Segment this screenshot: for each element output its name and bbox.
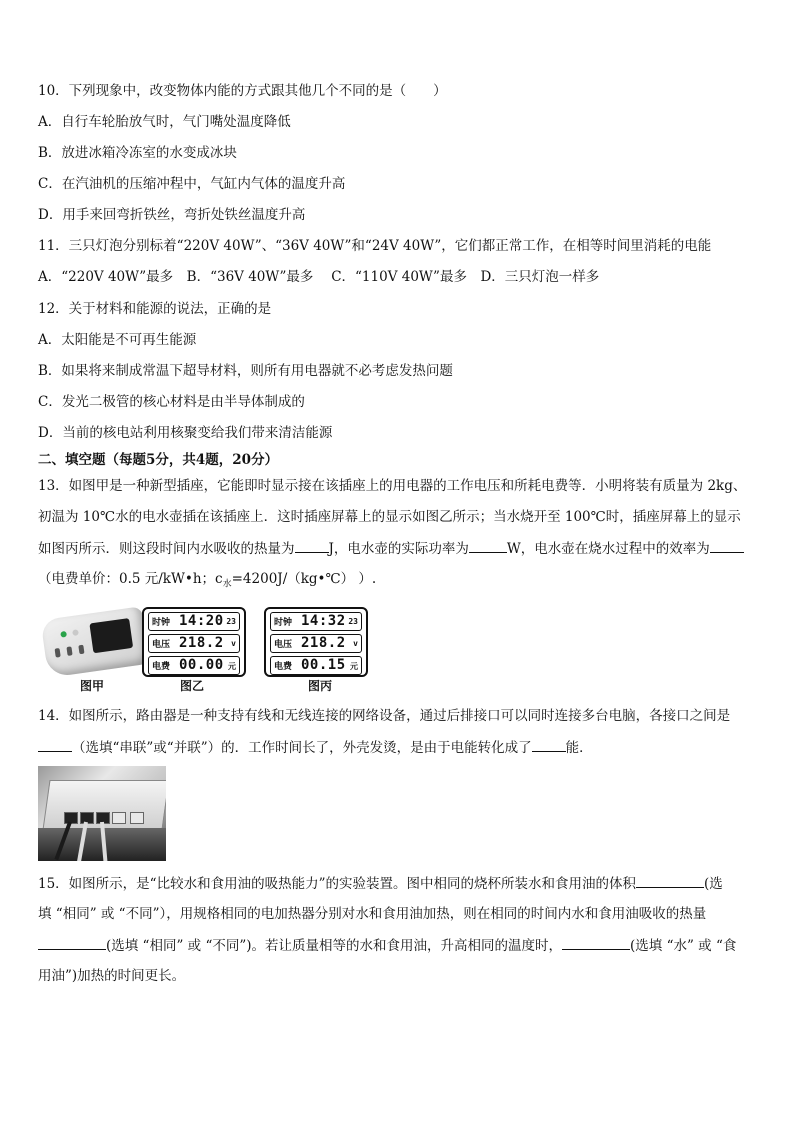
q15-line4: 用油”)加热的时间更长。 [38,968,186,984]
q15-line2: 填 “相同” 或 “不同”），用规格相同的电加热器分别对水和食用油加热，则在相同的时间内水和食用油吸收的热量 [38,906,707,922]
section-title: 二、填空题（每题5分，共4题，20分） [38,452,279,468]
caption-yi: 图乙 [180,679,205,693]
answer-blank[interactable] [636,873,704,888]
q14-line2: （选填“串联”或“并联”）的．工作时间长了，外壳发烫，是由于电能转化成了 能． [38,737,593,758]
q11-options: A．“220V 40W”最多 B．“36V 40W”最多 C．“110V 40W”最多 D．三只灯泡一样多 [38,269,600,285]
q14-line1: 14．如图所示，路由器是一种支持有线和无线连接的网络设备，通过后排接口可以同时连接多台电脑，各接口之间是 [38,708,731,724]
answer-blank[interactable] [532,737,566,752]
caption-jia: 图甲 [80,679,105,693]
q15-line3: (选填 “相同” 或 “不同”)。若让质量相等的水和食用油，升高相同的温度时， (选填 “水” 或 “食 [38,935,736,956]
answer-blank[interactable] [38,737,72,752]
q12-option-b: B．如果将来制成常温下超导材料，则所有用电器就不必考虑发热问题 [38,363,453,379]
q11-stem: 11．三只灯泡分别标着“220V 40W”、“36V 40W”和“24V 40W”，它们都正常工作，在相等时间里消耗的电能 [38,238,712,254]
answer-blank[interactable] [469,538,507,553]
q13-line3: 如图丙所示．则这段时间内水吸收的热量为 J，电水壶的实际功率为 W，电水壶在烧水过程中的效率为 [38,538,744,559]
q15-line1: 15．如图所示，是“比较水和食用油的吸热能力”的实验装置。图中相同的烧杯所装水和食用油的体积 (选 [38,873,723,894]
smart-plug-image [40,606,149,678]
q12-option-a: A．太阳能是不可再生能源 [38,332,197,348]
answer-blank[interactable] [562,935,630,950]
q12-option-d: D．当前的核电站利用核聚变给我们带来清洁能源 [38,425,333,441]
display-panel-yi: 时钟 14:20 23 电压 218.2 v 电费 00.00 元 [142,607,246,677]
q13-line4: （电费单价：0.5 元/kW•h；$c_水=4200J/(kg•℃)$ ）. [38,571,377,590]
q13-line1: 13．如图甲是一种新型插座，它能即时显示接在该插座上的用电器的工作电压和所耗电费等．小明将装有质量为 2kg、 [38,478,747,494]
caption-bing: 图丙 [308,679,333,693]
q10-stem: 10．下列现象中，改变物体内能的方式跟其他几个不同的是（ ） [38,83,447,99]
answer-blank[interactable] [38,935,106,950]
display-panel-bing: 时钟 14:32 23 电压 218.2 v 电费 00.15 元 [264,607,368,677]
q13-line2: 初温为 10℃水的电水壶插在该插座上．这时插座屏幕上的显示如图乙所示；当水烧开至 100℃时，插座屏幕上的显示 [38,509,741,525]
q13-figure [40,605,370,693]
q12-option-c: C．发光二极管的核心材料是由半导体制成的 [38,394,305,410]
router-image [38,766,166,861]
q10-option-c: C．在汽油机的压缩冲程中，气缸内气体的温度升高 [38,176,346,192]
answer-blank[interactable] [295,538,329,553]
q12-stem: 12．关于材料和能源的说法，正确的是 [38,301,272,317]
answer-blank[interactable] [710,538,744,553]
q10-option-d: D．用手来回弯折铁丝，弯折处铁丝温度升高 [38,207,306,223]
q10-option-b: B．放进冰箱冷冻室的水变成冰块 [38,145,237,161]
q10-option-a: A．自行车轮胎放气时，气门嘴处温度降低 [38,114,291,130]
